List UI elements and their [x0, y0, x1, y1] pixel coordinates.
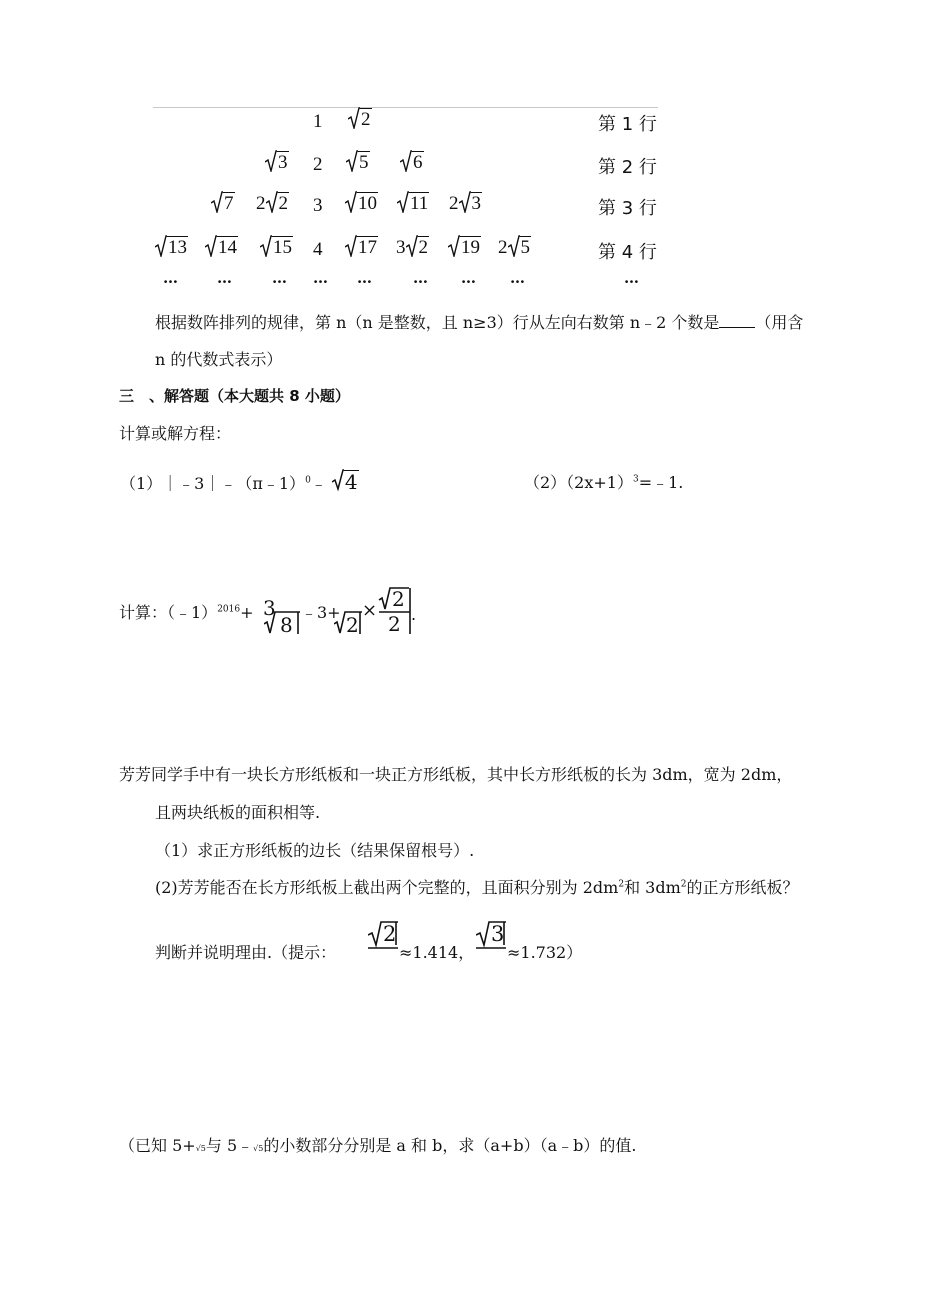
superscript: 2	[618, 879, 625, 890]
decimal-question-text: 与 5﹣	[205, 1136, 254, 1155]
radical	[211, 192, 235, 213]
array-cell	[265, 151, 289, 174]
table-top-rule	[153, 107, 658, 108]
problem-2-text: （2）（2x+1）	[524, 473, 633, 492]
problem-1	[120, 470, 359, 494]
minus-three: ﹣3+	[301, 603, 341, 622]
radical	[406, 236, 430, 257]
array-cell	[211, 192, 235, 215]
compute-intro: 计算或解方程：	[119, 424, 232, 443]
radicand: 2	[361, 109, 371, 130]
radical-sign-icon	[345, 191, 357, 213]
ellipsis: …	[624, 269, 639, 287]
row-label-1: 第 1 行	[598, 114, 657, 135]
small-sqrt: √5	[195, 1144, 206, 1153]
row-label-4: 第 4 行	[598, 242, 657, 263]
fraction-numerator: 2	[392, 587, 405, 611]
answer-blank[interactable]	[719, 313, 755, 328]
row-label-3: 第 3 行	[598, 198, 657, 219]
radicand: 19	[461, 237, 480, 258]
array-cell	[155, 236, 188, 259]
radical	[400, 151, 424, 172]
radical	[448, 236, 481, 257]
radical-sign-icon	[211, 191, 223, 213]
radical-sign-icon	[459, 191, 471, 213]
radicand: 5	[359, 152, 369, 173]
sqrt-4	[332, 470, 359, 492]
radical-sign-icon	[346, 150, 358, 172]
radical-sign-icon	[155, 235, 167, 257]
coefficient: 2	[449, 193, 459, 214]
radical-sign-icon	[345, 235, 357, 257]
radicand: 5	[520, 237, 530, 258]
ellipsis: …	[357, 269, 372, 287]
exponent: 2016	[217, 604, 241, 615]
paper-question-part2	[155, 875, 799, 898]
radical-sign-icon	[508, 235, 520, 257]
exponent: 0	[305, 475, 311, 486]
paper-question-line1: 芳芳同学手中有一块长方形纸板和一块正方形纸板，其中长方形纸板的长为 3dm，宽为 2dm，	[119, 765, 793, 784]
pattern-question-text: 根据数阵排列的规律，第 n（n 是整数，且 n≥3）行从左向右数第 n﹣2 个数是	[155, 313, 720, 332]
radicand: 13	[168, 237, 187, 258]
compute-2-text: 计算：（﹣1）	[119, 603, 218, 622]
radical	[397, 192, 429, 213]
radical	[459, 192, 483, 213]
radicand: 3	[278, 152, 288, 173]
array-cell: 1	[313, 111, 323, 132]
sqrt-radicand: 2	[346, 613, 359, 637]
array-cell	[345, 192, 378, 215]
radical-sign-icon	[332, 469, 344, 491]
decimal-question-text: 的小数部分分别是 a 和 b，求（a+b）（a﹣b）的值.	[263, 1136, 637, 1155]
radicand: 10	[358, 193, 377, 214]
part2-text: (2)芳芳能否在长方形纸板上截出两个完整的，且面积分别为 2dm	[155, 878, 619, 897]
radical	[155, 236, 188, 257]
superscript: 2	[680, 879, 687, 890]
minus-sign: ﹣	[310, 474, 327, 493]
radicand: 11	[410, 193, 429, 214]
radicand: 14	[218, 237, 237, 258]
radical	[508, 236, 532, 257]
radical-sign-icon	[348, 107, 360, 129]
decimal-question-text: （已知 5+	[119, 1136, 196, 1155]
ellipsis: …	[461, 269, 476, 287]
plus-sign: +	[240, 603, 254, 622]
array-cell: 4	[313, 239, 323, 260]
radicand: 15	[273, 237, 292, 258]
array-cell	[345, 236, 378, 259]
radical-sign-icon	[266, 191, 278, 213]
array-cell	[256, 192, 289, 215]
paper-question-line2: 且两块纸板的面积相等.	[155, 803, 321, 822]
problem-2	[524, 470, 683, 493]
hint-approx-1: ≈1.414，	[399, 943, 475, 962]
array-cell	[260, 236, 293, 259]
radical-sign-icon	[448, 235, 460, 257]
radical-sign-icon	[400, 150, 412, 172]
section-title: 三 、解答题（本大题共 8 小题）	[119, 387, 350, 405]
decimal-question	[119, 1133, 636, 1156]
ellipsis: …	[413, 269, 428, 287]
row-label-2: 第 2 行	[598, 157, 657, 178]
coefficient: 2	[498, 237, 508, 258]
ellipsis: …	[217, 269, 232, 287]
paper-question-part1: （1）求正方形纸板的边长（结果保留根号）.	[155, 841, 475, 860]
array-cell: 3	[313, 195, 323, 216]
radicand: 3	[471, 193, 481, 214]
ellipsis: …	[163, 269, 178, 287]
array-cell	[400, 151, 424, 174]
part2-text: 和 3dm	[624, 878, 681, 897]
ellipsis: …	[313, 269, 328, 287]
coefficient: 3	[396, 237, 406, 258]
ellipsis: …	[510, 269, 525, 287]
radical-sign-icon	[260, 235, 272, 257]
radical	[346, 151, 370, 172]
array-cell	[498, 236, 531, 259]
coefficient: 2	[256, 193, 266, 214]
radicand: 2	[278, 193, 288, 214]
hint-prefix: 判断并说明理由.（提示：	[155, 943, 337, 962]
cube-root-radicand: 8	[280, 613, 293, 637]
hint-approx-2: ≈1.732）	[507, 943, 583, 962]
hint-radicand-2: 2	[383, 922, 397, 946]
radical-sign-icon	[265, 150, 277, 172]
compute-2	[119, 600, 254, 623]
radical	[345, 236, 378, 257]
radical	[265, 151, 289, 172]
cube-root-index: 3	[263, 596, 276, 620]
array-cell	[205, 236, 238, 259]
radicand: 7	[224, 193, 234, 214]
radical	[205, 236, 238, 257]
ellipsis: …	[272, 269, 287, 287]
radicand: 6	[413, 152, 423, 173]
array-cell	[449, 192, 482, 215]
radical	[345, 192, 378, 213]
pattern-question-line2: n 的代数式表示）	[155, 350, 283, 369]
array-cell	[448, 236, 481, 259]
radical	[260, 236, 293, 257]
radicand: 2	[418, 237, 428, 258]
problem-1-text: （1）｜﹣3｜﹣（π﹣1）	[120, 474, 306, 493]
times-sign: ×	[362, 600, 378, 621]
radical-sign-icon	[406, 235, 418, 257]
array-cell: 2	[313, 154, 323, 175]
pattern-question	[155, 310, 803, 333]
small-sqrt: √5	[253, 1144, 264, 1153]
pattern-question-text-end: （用含	[755, 313, 804, 332]
radicand: 4	[344, 470, 358, 494]
problem-2-text-end: =﹣1.	[638, 473, 684, 492]
array-cell	[346, 151, 370, 174]
array-cell	[397, 192, 429, 215]
radical-sign-icon	[397, 191, 409, 213]
hint-radicand-3: 3	[491, 922, 505, 946]
radicand: 17	[358, 237, 377, 258]
radical	[266, 192, 290, 213]
radical	[348, 108, 372, 129]
exponent: 3	[632, 474, 639, 485]
part2-text: 的正方形纸板？	[686, 878, 799, 897]
fraction-denominator: 2	[388, 612, 401, 636]
radical-sign-icon	[205, 235, 217, 257]
array-cell	[396, 236, 429, 259]
period: .	[411, 605, 417, 624]
array-cell	[348, 108, 372, 131]
